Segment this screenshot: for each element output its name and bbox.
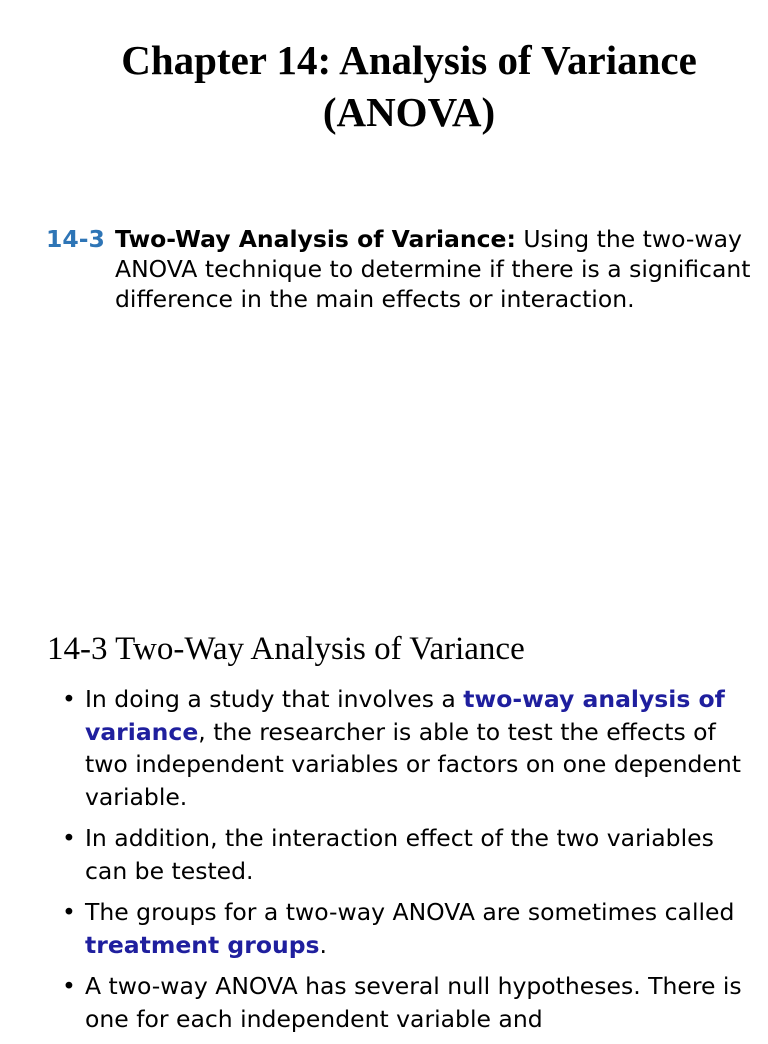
term-two-way-anova: two-way analysis of variance bbox=[85, 685, 725, 746]
objective-text: Using the two-way ANOVA technique to determine if there is a significant difference in the main effects or interaction. bbox=[115, 225, 751, 313]
bullet-text-after: , the researcher is able to test the effects of two independent variables or factors on one dependent variable. bbox=[85, 717, 741, 811]
objective-number: 14-3 bbox=[46, 225, 105, 253]
bullet-text: In addition, the interaction effect of the two variables can be tested. bbox=[85, 824, 714, 885]
bullet-dot-icon: • bbox=[62, 824, 76, 852]
bullet-dot-icon: • bbox=[62, 972, 76, 1000]
bullet-item bbox=[62, 822, 752, 887]
bullet-list bbox=[62, 683, 752, 1044]
bullet-text-after: . bbox=[319, 930, 328, 959]
bullet-item bbox=[62, 683, 752, 813]
section-title: 14-3 Two-Way Analysis of Variance bbox=[47, 631, 525, 667]
bullet-item bbox=[62, 896, 752, 961]
objective-body bbox=[115, 224, 755, 314]
bullet-dot-icon: • bbox=[62, 898, 76, 926]
bullet-text-before: In doing a study that involves a bbox=[85, 685, 464, 713]
bullet-item bbox=[62, 970, 752, 1035]
bullet-text-before: The groups for a two-way ANOVA are sometimes called bbox=[85, 898, 735, 926]
bullet-dot-icon: • bbox=[62, 685, 76, 713]
slide-title: Chapter 14: Analysis of Variance (ANOVA) bbox=[121, 37, 697, 135]
objective-heading: Two-Way Analysis of Variance: bbox=[115, 225, 516, 253]
bullet-text: A two-way ANOVA has several null hypotheses. There is one for each independent variable and bbox=[85, 972, 742, 1033]
term-treatment-groups: treatment groups bbox=[85, 930, 320, 959]
